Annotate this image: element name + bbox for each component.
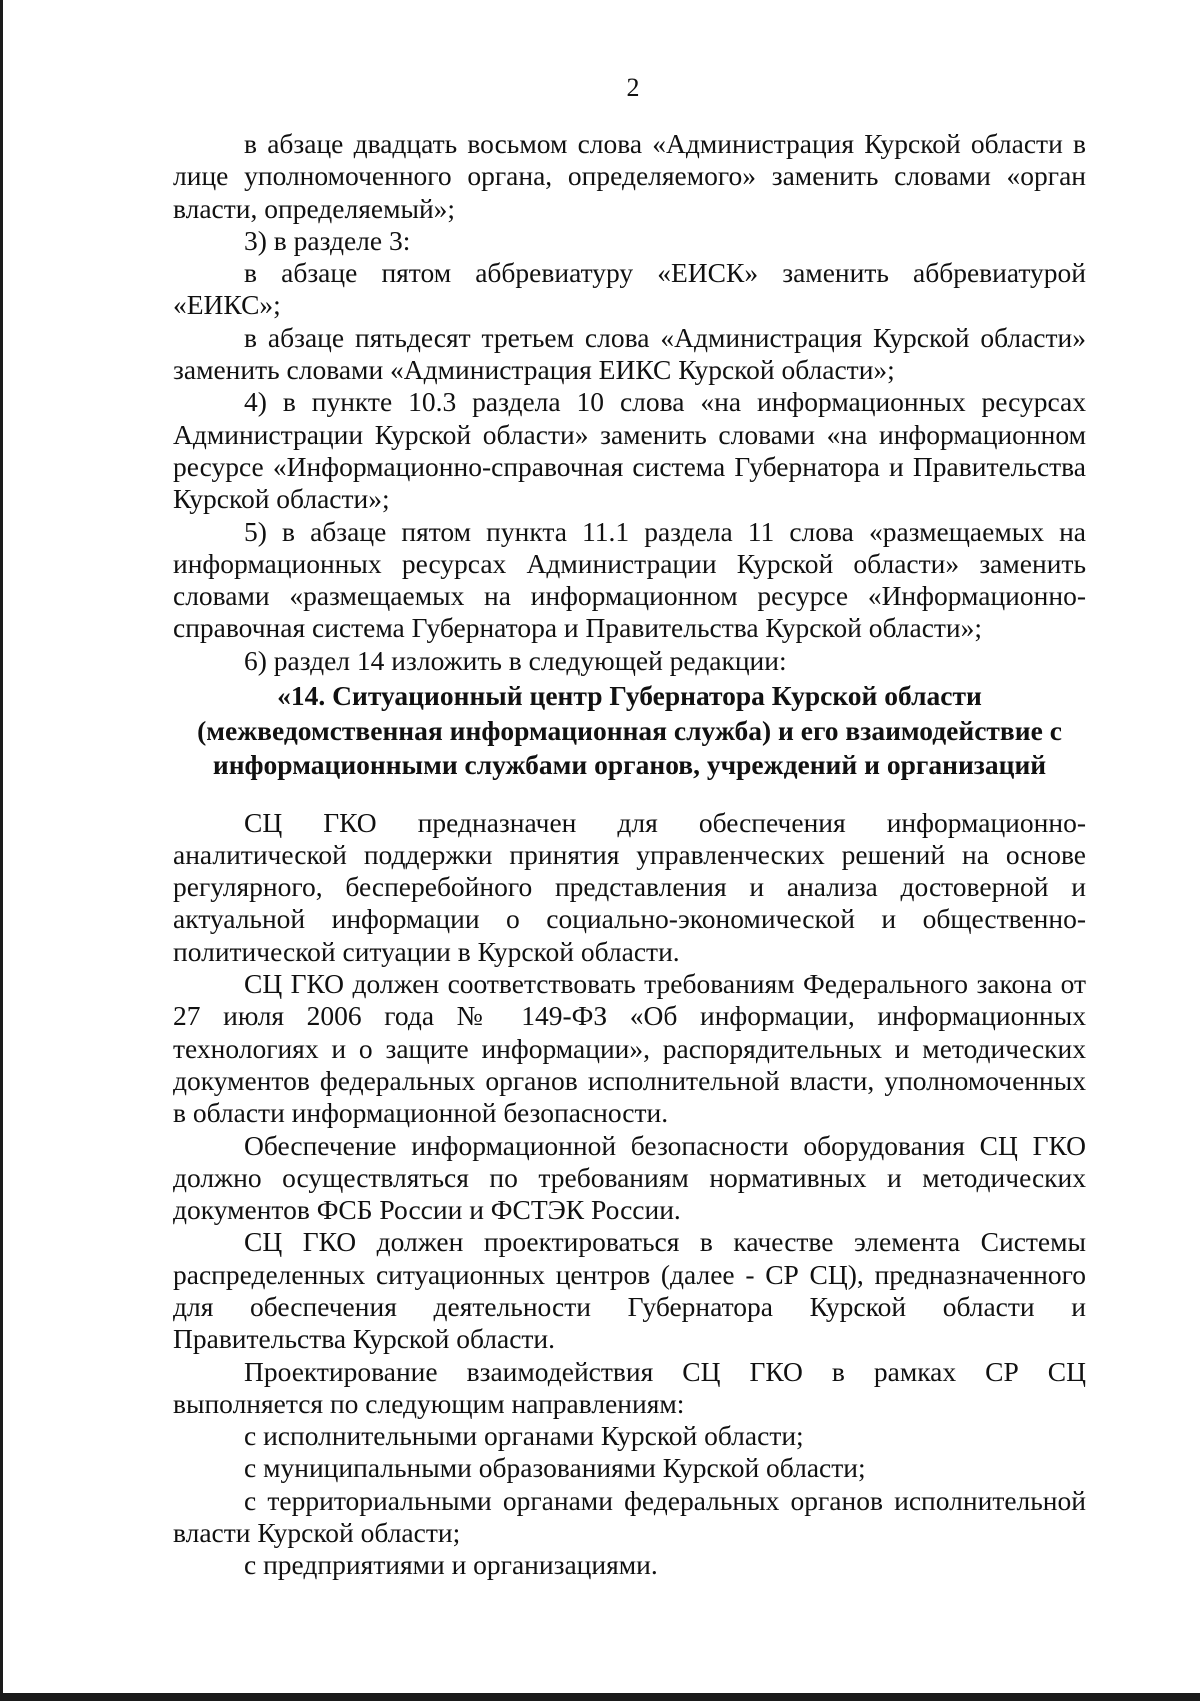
heading-line: информационными службами органов, учреждений и организаций: [212, 749, 1047, 781]
paragraph: 4) в пункте 10.3 раздела 10 слова «на информационных ресурсах Администрации Курской области» заменить словами «на информационном ресурсе «Информационно-справочная система Губернатора и Правительства Курской области»;: [173, 386, 1086, 515]
paragraph: в абзаце пятом аббревиатуру «ЕИСК» заменить аббревиатурой «ЕИКС»;: [173, 257, 1086, 321]
document-body: [173, 128, 1086, 1582]
paragraph: в абзаце двадцать восьмом слова «Администрация Курской области в лице уполномоченного органа, определяемого» заменить словами «орган власти, определяемый»;: [173, 128, 1086, 224]
list-item: с предприятиями и организациями.: [244, 1549, 658, 1581]
scan-edge-bottom: [0, 1693, 1200, 1701]
paragraph: 5) в абзаце пятом пункта 11.1 раздела 11 слова «размещаемых на информационных ресурсах Администрации Курской области» заменить словами «размещаемых на информационном ресурсе «Информационно-справочная система Губернатора и Правительства Курской области»;: [173, 515, 1086, 644]
paragraph: СЦ ГКО предназначен для обеспечения информационно-аналитической поддержки принятия управленческих решений на основе регулярного, бесперебойного представления и анализа достоверной и актуальной информации о социально-экономической и общественно-политической ситуации в Курской области.: [173, 806, 1086, 967]
heading-line: «14. Ситуационный центр Губернатора Курской области: [277, 680, 982, 712]
list-item: с муниципальными образованиями Курской области;: [244, 1452, 866, 1484]
paragraph: 3) в разделе 3:: [244, 224, 411, 256]
list-item: с территориальными органами федеральных органов исполнительной власти Курской области;: [173, 1484, 1086, 1549]
paragraph: Проектирование взаимодействия СЦ ГКО в рамках СР СЦ выполняется по следующим направлениям:: [173, 1355, 1086, 1419]
paragraph: Обеспечение информационной безопасности оборудования СЦ ГКО должно осуществляться по требованиям нормативных и методических документов ФСБ России и ФСТЭК России.: [173, 1129, 1086, 1226]
section-14-heading: [173, 679, 1086, 783]
paragraph: 6) раздел 14 изложить в следующей редакции:: [244, 644, 787, 676]
page-number: 2: [626, 73, 640, 102]
heading-line: (межведомственная информационная служба) и его взаимодействие с: [197, 714, 1062, 746]
paragraph: СЦ ГКО должен соответствовать требованиям Федерального закона от 27 июля 2006 года № 149-ФЗ «Об информации, информационных технологиях и о защите информации», распорядительных и методических документов федеральных органов исполнительной власти, уполномоченных в области информационной безопасности.: [173, 968, 1086, 1129]
paragraph: в абзаце пятьдесят третьем слова «Администрация Курской области» заменить словами «Администрация ЕИКС Курской области»;: [173, 321, 1086, 386]
list-item: с исполнительными органами Курской области;: [244, 1420, 804, 1452]
paragraph: СЦ ГКО должен проектироваться в качестве элемента Системы распределенных ситуационных центров (далее - СР СЦ), предназначенного для обеспечения деятельности Губернатора Курской области и Правительства Курской области.: [173, 1226, 1086, 1355]
scan-edge-left: [0, 0, 3, 1701]
